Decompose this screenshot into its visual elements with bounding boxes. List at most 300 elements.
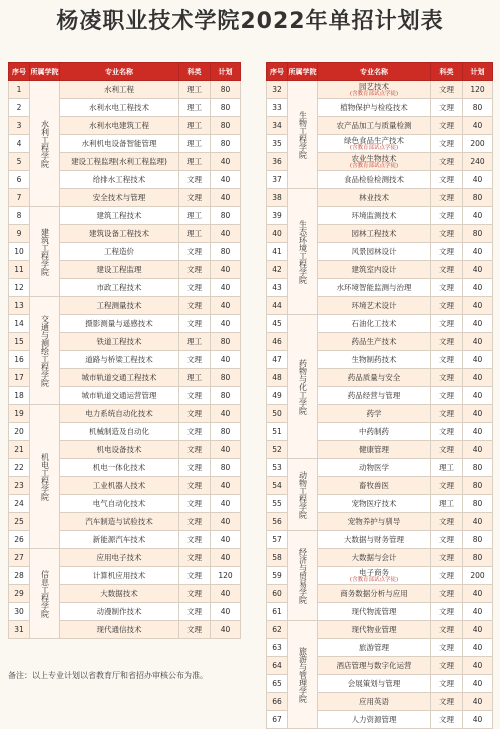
plan-count: 40 — [463, 387, 493, 405]
row-number: 31 — [9, 621, 30, 639]
major-name: 酒店管理与数字化运营 — [336, 660, 412, 670]
table-row — [267, 459, 493, 477]
subject-type: 文理 — [431, 261, 463, 279]
major-name-cell — [318, 513, 431, 531]
row-number: 18 — [9, 387, 30, 405]
college-name: 动物工程学院 — [288, 459, 318, 531]
subject-type: 文理 — [179, 405, 211, 423]
subject-type: 文理 — [179, 567, 211, 585]
row-number: 3 — [9, 117, 30, 135]
major-name: 植物保护与检疫技术 — [340, 102, 408, 112]
major-name: 宠物养护与驯导 — [347, 516, 401, 526]
apprenticeship-note: (含教育部试点学徒) — [349, 90, 399, 97]
header-no: 序号 — [267, 63, 288, 81]
major-name-cell — [318, 333, 431, 351]
major-name-cell — [318, 477, 431, 495]
subject-type: 文理 — [431, 315, 463, 333]
row-number: 23 — [9, 477, 30, 495]
plan-count: 40 — [463, 171, 493, 189]
subject-type: 文理 — [431, 297, 463, 315]
plan-count: 40 — [463, 603, 493, 621]
major-name: 安全技术与管理 — [92, 192, 146, 202]
subject-type: 文理 — [431, 405, 463, 423]
plan-count: 40 — [463, 243, 493, 261]
major-name-cell — [318, 549, 431, 567]
plan-count: 40 — [211, 603, 241, 621]
plan-count: 80 — [211, 117, 241, 135]
subject-type: 文理 — [179, 423, 211, 441]
subject-type: 理工 — [179, 117, 211, 135]
major-name-cell — [318, 243, 431, 261]
major-name-cell — [318, 297, 431, 315]
subject-type: 文理 — [431, 279, 463, 297]
major-name: 水利水电建筑工程 — [89, 120, 149, 130]
plan-count: 40 — [463, 711, 493, 729]
major-name: 绿色食品生产技术 — [344, 135, 404, 145]
subject-type: 文理 — [179, 549, 211, 567]
subject-type: 文理 — [179, 261, 211, 279]
major-name: 电气自动化技术 — [92, 498, 146, 508]
plan-count: 40 — [211, 171, 241, 189]
plan-count: 120 — [211, 567, 241, 585]
major-name-cell — [60, 117, 179, 135]
major-name: 铁道工程技术 — [96, 336, 142, 346]
major-name-cell — [318, 639, 431, 657]
major-name: 中药制药 — [359, 426, 389, 436]
major-name-cell — [318, 261, 431, 279]
major-name-cell — [318, 495, 431, 513]
college-name: 交通与测绘工程学院 — [30, 297, 60, 405]
subject-type: 文理 — [431, 549, 463, 567]
row-number: 36 — [267, 153, 288, 171]
subject-type: 文理 — [431, 675, 463, 693]
plan-count: 40 — [211, 279, 241, 297]
major-name-cell — [60, 441, 179, 459]
major-name: 工程造价 — [104, 246, 134, 256]
subject-type: 文理 — [431, 171, 463, 189]
major-name-cell — [318, 171, 431, 189]
subject-type: 文理 — [179, 351, 211, 369]
plan-count: 40 — [463, 279, 493, 297]
major-name: 建筑工程技术 — [96, 210, 142, 220]
major-name: 药学 — [366, 408, 382, 418]
footnote: 备注：以上专业计划以省教育厅和省招办审核公布为准。 — [8, 671, 208, 680]
major-name: 宠物医疗技术 — [351, 498, 397, 508]
row-number: 59 — [267, 567, 288, 585]
major-name: 园林工程技术 — [351, 228, 397, 238]
row-number: 33 — [267, 99, 288, 117]
major-name-cell — [318, 675, 431, 693]
major-name-cell — [318, 351, 431, 369]
major-name-cell — [318, 387, 431, 405]
subject-type: 理工 — [179, 99, 211, 117]
major-name: 商务数据分析与应用 — [340, 588, 408, 598]
page-title: 杨凌职业技术学院2022年单招计划表 — [56, 9, 444, 34]
subject-type: 文理 — [431, 333, 463, 351]
major-name: 现代通信技术 — [96, 624, 142, 634]
major-name-cell — [318, 603, 431, 621]
row-number: 53 — [267, 459, 288, 477]
plan-count: 40 — [211, 513, 241, 531]
subject-type: 理工 — [179, 153, 211, 171]
row-number: 67 — [267, 711, 288, 729]
major-name-cell — [60, 531, 179, 549]
row-number: 1 — [9, 81, 30, 99]
plan-count: 80 — [211, 387, 241, 405]
major-name: 新能源汽车技术 — [92, 534, 146, 544]
major-name-cell — [60, 621, 179, 639]
major-name: 动漫制作技术 — [96, 606, 142, 616]
plan-count: 80 — [211, 333, 241, 351]
major-name: 动物医学 — [359, 462, 389, 472]
row-number: 65 — [267, 675, 288, 693]
plan-count: 40 — [463, 423, 493, 441]
major-name: 农产品加工与质量检测 — [336, 120, 412, 130]
plan-count: 40 — [463, 657, 493, 675]
college-name: 信息工程学院 — [30, 549, 60, 639]
major-name: 生物制药技术 — [351, 354, 397, 364]
major-name-cell — [60, 585, 179, 603]
plan-count: 80 — [463, 189, 493, 207]
row-number: 10 — [9, 243, 30, 261]
subject-type: 理工 — [179, 207, 211, 225]
plan-count: 40 — [463, 639, 493, 657]
major-name: 给排水工程技术 — [92, 174, 146, 184]
subject-type: 文理 — [179, 585, 211, 603]
subject-type: 文理 — [431, 513, 463, 531]
header-college: 所属学院 — [288, 63, 318, 81]
major-name: 电力系统自动化技术 — [85, 408, 153, 418]
plan-count: 40 — [211, 405, 241, 423]
row-number: 12 — [9, 279, 30, 297]
major-name: 建筑设备工程技术 — [89, 228, 149, 238]
plan-count: 40 — [211, 225, 241, 243]
subject-type: 文理 — [431, 225, 463, 243]
subject-type: 文理 — [431, 369, 463, 387]
subject-type: 文理 — [431, 639, 463, 657]
row-number: 27 — [9, 549, 30, 567]
major-name-cell — [60, 351, 179, 369]
subject-type: 理工 — [179, 81, 211, 99]
major-name: 药品生产技术 — [351, 336, 397, 346]
subject-type: 文理 — [431, 117, 463, 135]
plan-count: 80 — [211, 243, 241, 261]
plan-count: 80 — [463, 99, 493, 117]
row-number: 7 — [9, 189, 30, 207]
major-name-cell — [318, 369, 431, 387]
college-name: 经济与贸易学院 — [288, 531, 318, 621]
row-number: 38 — [267, 189, 288, 207]
major-name: 现代物业管理 — [351, 624, 397, 634]
major-name: 摄影测量与遥感技术 — [85, 318, 153, 328]
row-number: 11 — [9, 261, 30, 279]
row-number: 63 — [267, 639, 288, 657]
major-name-cell — [60, 243, 179, 261]
major-name: 大数据与财务管理 — [344, 534, 404, 544]
table-row — [267, 81, 493, 99]
subject-type: 文理 — [179, 459, 211, 477]
row-number: 37 — [267, 171, 288, 189]
header-plan: 计划 — [211, 63, 241, 81]
table-row — [9, 549, 241, 567]
row-number: 25 — [9, 513, 30, 531]
table-row — [9, 297, 241, 315]
subject-type: 文理 — [431, 81, 463, 99]
row-number: 66 — [267, 693, 288, 711]
major-name-cell — [60, 567, 179, 585]
major-name: 水利水电工程技术 — [89, 102, 149, 112]
table-row — [267, 531, 493, 549]
plan-count: 80 — [211, 99, 241, 117]
row-number: 51 — [267, 423, 288, 441]
major-name: 环境艺术设计 — [351, 300, 397, 310]
college-name: 机电工程学院 — [30, 405, 60, 549]
header-plan: 计划 — [463, 63, 493, 81]
plan-count: 80 — [211, 135, 241, 153]
major-name-cell — [318, 711, 431, 729]
row-number: 2 — [9, 99, 30, 117]
college-name: 水利工程学院 — [30, 81, 60, 207]
major-name-cell — [60, 297, 179, 315]
row-number: 58 — [267, 549, 288, 567]
plan-count: 40 — [211, 297, 241, 315]
row-number: 19 — [9, 405, 30, 423]
row-number: 43 — [267, 279, 288, 297]
row-number: 57 — [267, 531, 288, 549]
major-name-cell — [318, 117, 431, 135]
major-name: 大数据技术 — [100, 588, 138, 598]
row-number: 30 — [9, 603, 30, 621]
plan-count: 40 — [211, 189, 241, 207]
row-number: 16 — [9, 351, 30, 369]
header-college: 所属学院 — [30, 63, 60, 81]
plan-count: 40 — [463, 315, 493, 333]
subject-type: 文理 — [431, 711, 463, 729]
major-name-cell — [318, 99, 431, 117]
subject-type: 文理 — [179, 243, 211, 261]
subject-type: 文理 — [431, 153, 463, 171]
subject-type: 文理 — [431, 387, 463, 405]
subject-type: 文理 — [431, 135, 463, 153]
major-name: 健康管理 — [359, 444, 389, 454]
subject-type: 文理 — [431, 207, 463, 225]
row-number: 5 — [9, 153, 30, 171]
college-name: 生物工程学院 — [288, 81, 318, 189]
plan-count: 40 — [463, 297, 493, 315]
row-number: 24 — [9, 495, 30, 513]
subject-type: 理工 — [431, 459, 463, 477]
major-name-cell — [60, 207, 179, 225]
subject-type: 文理 — [431, 423, 463, 441]
subject-type: 文理 — [431, 441, 463, 459]
table-header-row — [267, 63, 493, 81]
plan-count: 40 — [211, 261, 241, 279]
plan-count: 40 — [211, 495, 241, 513]
plan-count: 40 — [463, 207, 493, 225]
major-name-cell — [318, 81, 431, 99]
header-type: 科类 — [431, 63, 463, 81]
major-name: 石油化工技术 — [351, 318, 397, 328]
major-name: 建筑室内设计 — [351, 264, 397, 274]
row-number: 6 — [9, 171, 30, 189]
row-number: 17 — [9, 369, 30, 387]
subject-type: 文理 — [431, 477, 463, 495]
major-name: 环境监测技术 — [351, 210, 397, 220]
major-name-cell — [318, 441, 431, 459]
plan-count: 80 — [211, 369, 241, 387]
subject-type: 理工 — [179, 135, 211, 153]
row-number: 4 — [9, 135, 30, 153]
plan-count: 80 — [211, 423, 241, 441]
row-number: 14 — [9, 315, 30, 333]
subject-type: 文理 — [179, 189, 211, 207]
subject-type: 文理 — [431, 99, 463, 117]
subject-type: 文理 — [431, 657, 463, 675]
major-name-cell — [318, 423, 431, 441]
major-name: 计算机应用技术 — [92, 570, 146, 580]
major-name: 机电一体化技术 — [92, 462, 146, 472]
row-number: 21 — [9, 441, 30, 459]
left-plan-table — [8, 62, 241, 639]
row-number: 61 — [267, 603, 288, 621]
subject-type: 文理 — [431, 585, 463, 603]
plan-count: 40 — [211, 549, 241, 567]
subject-type: 文理 — [431, 351, 463, 369]
major-name: 道路与桥梁工程技术 — [85, 354, 153, 364]
plan-count: 80 — [463, 225, 493, 243]
major-name-cell — [60, 387, 179, 405]
major-name: 人力资源管理 — [351, 714, 397, 724]
major-name: 药品质量与安全 — [347, 372, 401, 382]
row-number: 39 — [267, 207, 288, 225]
major-name-cell — [60, 171, 179, 189]
major-name-cell — [60, 369, 179, 387]
major-name-cell — [318, 315, 431, 333]
major-name: 应用英语 — [359, 696, 389, 706]
major-name-cell — [60, 477, 179, 495]
plan-count: 40 — [463, 441, 493, 459]
row-number: 49 — [267, 387, 288, 405]
major-name: 市政工程技术 — [96, 282, 142, 292]
major-name: 农业生物技术 — [351, 153, 397, 163]
subject-type: 文理 — [179, 621, 211, 639]
major-name: 工业机器人技术 — [92, 480, 146, 490]
table-row — [267, 621, 493, 639]
plan-count: 40 — [463, 513, 493, 531]
subject-type: 文理 — [179, 477, 211, 495]
college-name: 旅游与管理学院 — [288, 621, 318, 729]
row-number: 45 — [267, 315, 288, 333]
major-name: 电子商务 — [359, 567, 389, 577]
major-name-cell — [60, 549, 179, 567]
major-name-cell — [318, 459, 431, 477]
major-name-cell — [318, 585, 431, 603]
row-number: 13 — [9, 297, 30, 315]
major-name: 风景园林设计 — [351, 246, 397, 256]
table-row — [9, 207, 241, 225]
plan-count: 80 — [463, 459, 493, 477]
major-name-cell — [318, 531, 431, 549]
subject-type: 文理 — [431, 621, 463, 639]
plan-count: 120 — [463, 81, 493, 99]
major-name: 畜牧兽医 — [359, 480, 389, 490]
subject-type: 文理 — [179, 531, 211, 549]
plan-count: 40 — [211, 315, 241, 333]
row-number: 41 — [267, 243, 288, 261]
major-name-cell — [318, 279, 431, 297]
major-name-cell — [60, 423, 179, 441]
apprenticeship-note: (含教育部试点学徒) — [349, 576, 399, 583]
major-name-cell — [318, 621, 431, 639]
major-name: 机械制造及自动化 — [89, 426, 149, 436]
plan-count: 80 — [463, 549, 493, 567]
major-name: 园艺技术 — [359, 81, 389, 91]
subject-type: 文理 — [431, 189, 463, 207]
row-number: 26 — [9, 531, 30, 549]
major-name: 旅游管理 — [359, 642, 389, 652]
major-name-cell — [318, 207, 431, 225]
subject-type: 理工 — [431, 495, 463, 513]
major-name-cell — [60, 99, 179, 117]
major-name: 药品经营与管理 — [347, 390, 401, 400]
plan-count: 40 — [211, 621, 241, 639]
row-number: 20 — [9, 423, 30, 441]
row-number: 54 — [267, 477, 288, 495]
plan-count: 40 — [463, 351, 493, 369]
major-name: 水利机电设备智能管理 — [81, 138, 157, 148]
apprenticeship-note: (含教育部试点学徒) — [349, 162, 399, 169]
major-name: 大数据与会计 — [351, 552, 397, 562]
table-row — [9, 405, 241, 423]
major-name: 建设工程监理 — [96, 264, 142, 274]
major-name: 应用电子技术 — [96, 552, 142, 562]
plan-count: 80 — [211, 207, 241, 225]
plan-count: 240 — [463, 153, 493, 171]
row-number: 8 — [9, 207, 30, 225]
table-row — [9, 81, 241, 99]
plan-count: 80 — [211, 459, 241, 477]
right-plan-table — [266, 62, 493, 729]
major-name-cell — [60, 405, 179, 423]
major-name-cell — [60, 495, 179, 513]
row-number: 47 — [267, 351, 288, 369]
plan-count: 40 — [463, 261, 493, 279]
major-name-cell — [60, 279, 179, 297]
row-number: 29 — [9, 585, 30, 603]
plan-count: 40 — [211, 153, 241, 171]
major-name: 会展策划与管理 — [347, 678, 401, 688]
major-name-cell — [318, 135, 431, 153]
plan-count: 40 — [211, 351, 241, 369]
college-name: 建筑工程学院 — [30, 207, 60, 297]
subject-type: 理工 — [179, 225, 211, 243]
major-name-cell — [60, 513, 179, 531]
plan-count: 80 — [463, 531, 493, 549]
major-name-cell — [318, 405, 431, 423]
plan-count: 40 — [211, 477, 241, 495]
row-number: 40 — [267, 225, 288, 243]
subject-type: 文理 — [179, 603, 211, 621]
table-header-row — [9, 63, 241, 81]
major-name-cell — [318, 153, 431, 171]
major-name: 食品检验检测技术 — [344, 174, 404, 184]
plan-count: 40 — [463, 675, 493, 693]
major-name-cell — [318, 693, 431, 711]
row-number: 28 — [9, 567, 30, 585]
row-number: 55 — [267, 495, 288, 513]
major-name: 林业技术 — [359, 192, 389, 202]
subject-type: 文理 — [179, 315, 211, 333]
